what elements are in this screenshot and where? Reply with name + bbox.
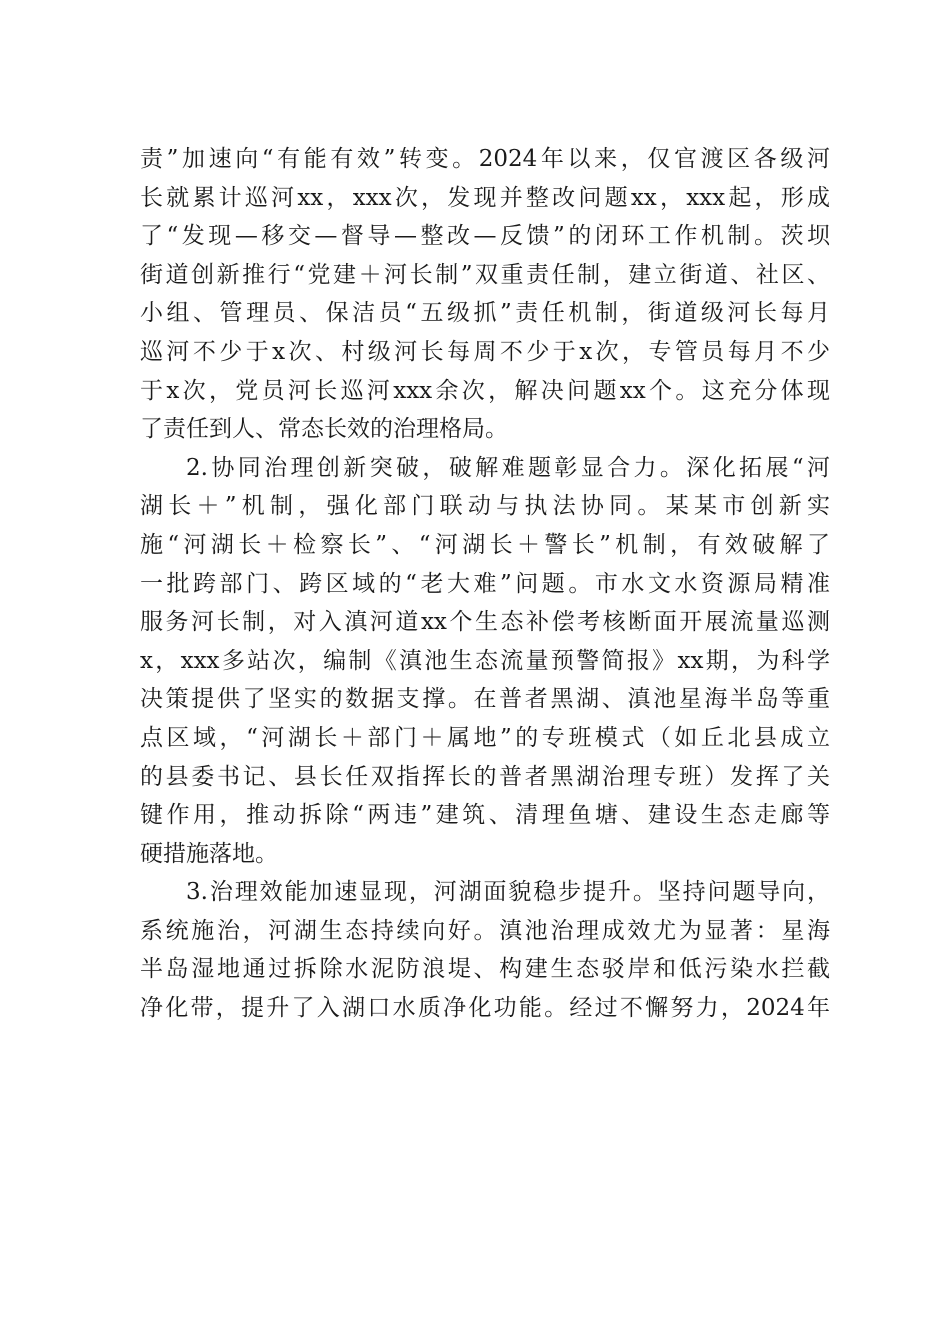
text-line: 的县委书记、县长任双指挥长的普者黑湖治理专班）发挥了关 — [140, 763, 830, 790]
document-body — [140, 140, 830, 1028]
text-line: 决策提供了坚实的数据支撑。在普者黑湖、滇池星海半岛等重 — [140, 686, 830, 713]
text-line: 了责任到人、常态长效的治理格局。 — [140, 416, 508, 443]
text-line: 半岛湿地通过拆除水泥防浪堤、构建生态驳岸和低污染水拦截 — [140, 956, 830, 983]
text-line: 了“发现—移交—督导—整改—反馈”的闭环工作机制。茨坝 — [140, 223, 830, 250]
text-line: 硬措施落地。 — [140, 840, 278, 867]
text-line: x，xxx多站次，编制《滇池生态流量预警简报》xx期，为科学 — [140, 647, 830, 674]
text-line: 于x次，党员河长巡河xxx余次，解决问题xx个。这充分体现 — [140, 377, 830, 404]
text-line: 净化带，提升了入湖口水质净化功能。经过不懈努力，2024年 — [140, 995, 830, 1022]
paragraph-3 — [140, 873, 830, 1027]
text-line: 点区域，“河湖长＋部门＋属地”的专班模式（如丘北县成立 — [140, 724, 830, 751]
text-line: 3.治理效能加速显现，河湖面貌稳步提升。坚持问题导向， — [186, 879, 830, 906]
text-line: 键作用，推动拆除“两违”建筑、清理鱼塘、建设生态走廊等 — [140, 802, 830, 829]
text-line: 巡河不少于x次、村级河长每周不少于x次，专管员每月不少 — [140, 338, 830, 365]
paragraph-2 — [140, 449, 830, 874]
paragraph-1 — [140, 140, 830, 449]
text-line: 2.协同治理创新突破，破解难题彰显合力。深化拓展“河 — [186, 454, 830, 481]
text-line: 一批跨部门、跨区域的“老大难”问题。市水文水资源局精准 — [140, 570, 830, 597]
text-line: 系统施治，河湖生态持续向好。滇池治理成效尤为显著：星海 — [140, 917, 830, 944]
text-line: 湖长＋”机制，强化部门联动与执法协同。某某市创新实 — [140, 493, 830, 520]
text-line: 责”加速向“有能有效”转变。2024年以来，仅官渡区各级河 — [140, 146, 830, 172]
text-line: 施“河湖长＋检察长”、“河湖长＋警长”机制，有效破解了 — [140, 531, 830, 558]
text-line: 小组、管理员、保洁员“五级抓”责任机制，街道级河长每月 — [140, 300, 830, 327]
text-line: 长就累计巡河xx，xxx次，发现并整改问题xx，xxx起，形成 — [140, 184, 830, 211]
text-line: 街道创新推行“党建＋河长制”双重责任制，建立街道、社区、 — [140, 261, 830, 288]
text-line: 服务河长制，对入滇河道xx个生态补偿考核断面开展流量巡测 — [140, 609, 830, 636]
